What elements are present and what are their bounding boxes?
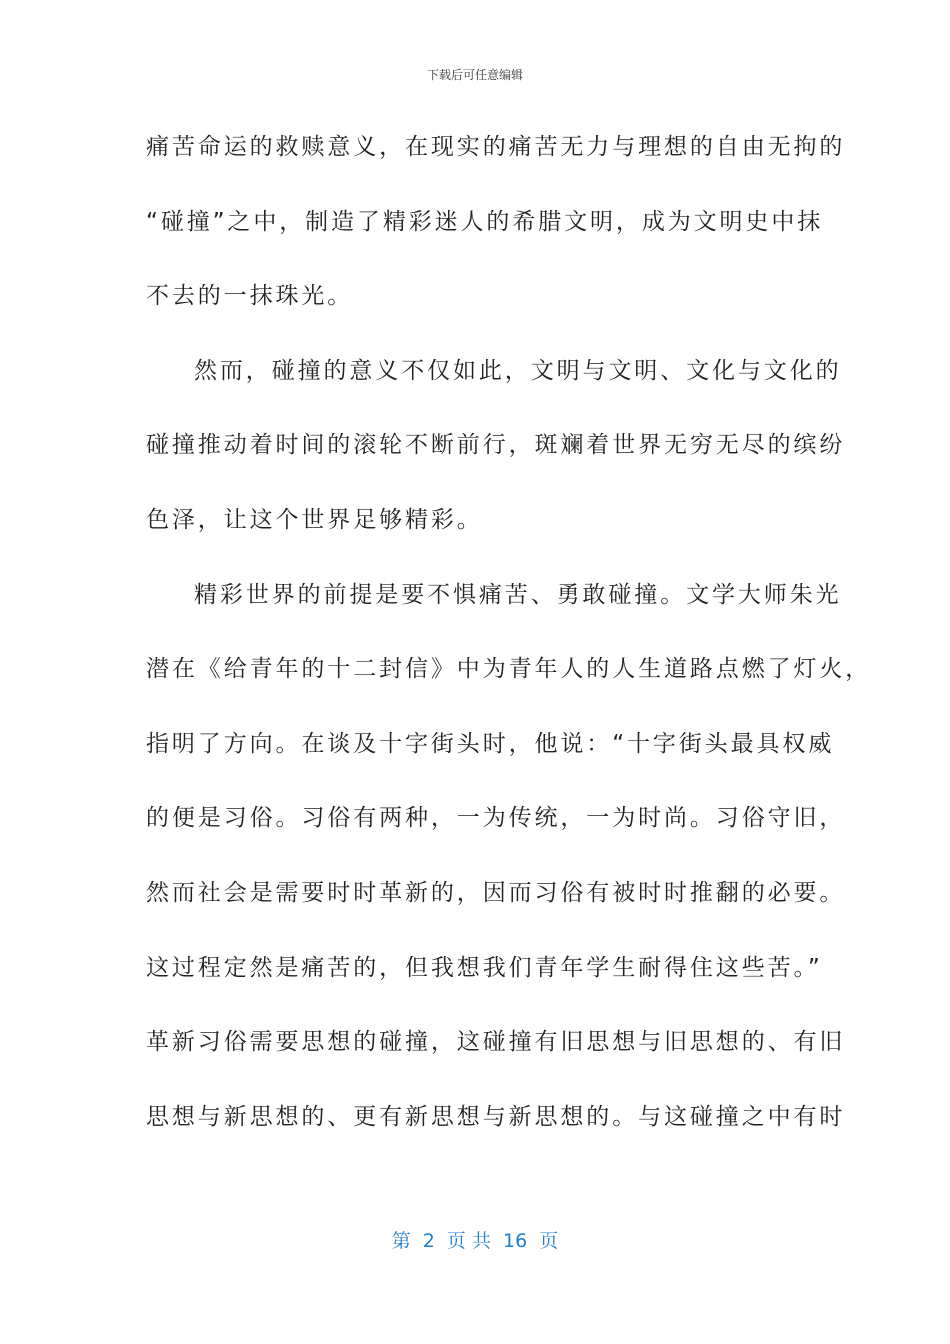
text-line: 精彩世界的前提是要不惧痛苦、勇敢碰撞。文学大师朱光 <box>194 581 842 608</box>
page-header: 下载后可任意编辑 <box>426 68 523 82</box>
body-text <box>146 125 872 1169</box>
text-line: 痛苦命运的救赎意义，在现实的痛苦无力与理想的自由无拘的 <box>146 134 846 160</box>
text-line: “碰撞”之中，制造了精彩迷人的希腊文明，成为文明史中抹 <box>146 208 824 235</box>
text-line: 这过程定然是痛苦的，但我想我们青年学生耐得住这些苦。” <box>146 954 823 981</box>
text-line: 然而，碰撞的意义不仅如此，文明与文明、文化与文化的 <box>194 357 842 384</box>
text-line: 碰撞推动着时间的滚轮不断前行，斑斓着世界无穷无尽的缤纷 <box>146 432 846 459</box>
text-line: 的便是习俗。习俗有两种，一为传统，一为时尚。习俗守旧， <box>146 805 846 832</box>
text-line: 指明了方向。在谈及十字街头时，他说：“十字街头最具权威 <box>146 730 835 757</box>
text-line: 革新习俗需要思想的碰撞，这碰撞有旧思想与旧思想的、有旧 <box>146 1029 846 1056</box>
text-line: 潜在《给青年的十二封信》中为青年人的人生道路点燃了灯火， <box>146 656 872 683</box>
text-line: 思想与新思想的、更有新思想与新思想的。与这碰撞之中有时 <box>146 1103 846 1130</box>
text-line: 不去的一抹珠光。 <box>146 283 354 310</box>
page-number: 第 2 页 共 16 页 <box>391 1230 559 1252</box>
text-line: 色泽，让这个世界足够精彩。 <box>146 506 483 533</box>
text-line: 然而社会是需要时时革新的，因而习俗有被时时推翻的必要。 <box>146 879 846 906</box>
